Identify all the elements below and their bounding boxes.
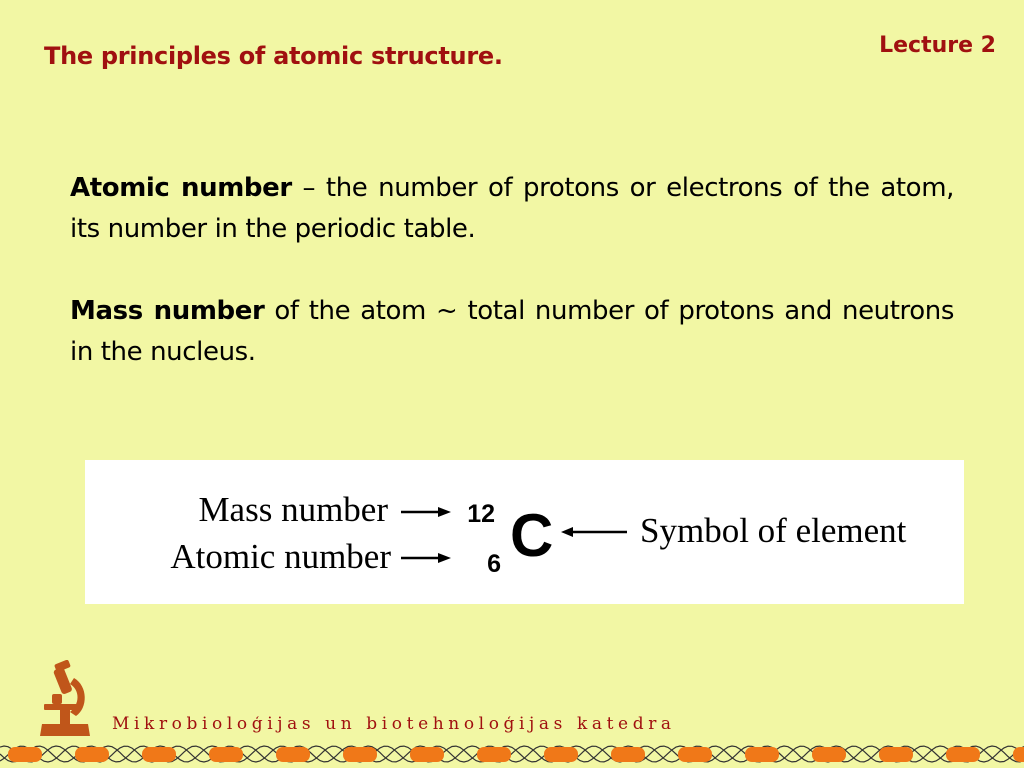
mass-number-term: Mass number <box>70 296 265 326</box>
definitions <box>70 168 954 373</box>
border-bead <box>946 747 980 762</box>
border-bead <box>410 747 444 762</box>
border-bead <box>611 747 645 762</box>
nuclide-notation-diagram <box>85 460 964 604</box>
nuclide-notation-figure <box>85 460 964 604</box>
border-bead <box>209 747 243 762</box>
atomic-number-term: Atomic number <box>70 173 292 203</box>
border-bead <box>678 747 712 762</box>
border-bead <box>812 747 846 762</box>
atomic-arrow <box>401 553 451 563</box>
border-bead <box>142 747 176 762</box>
border-bead <box>276 747 310 762</box>
symbol-of-element-label: Symbol of element <box>640 511 907 550</box>
atomic-number-value: 6 <box>487 550 501 578</box>
atomic-number-definition <box>70 168 954 250</box>
mass-number-value: 12 <box>467 500 495 528</box>
mass-number-text: of the atom ~ total number of protons and neutrons in the nucleus. <box>70 296 954 367</box>
border-bead <box>544 747 578 762</box>
border-bead <box>745 747 779 762</box>
lecture-label: Lecture 2 <box>879 33 996 58</box>
decorative-border <box>0 740 1024 768</box>
border-bead <box>343 747 377 762</box>
mass-number-definition <box>70 291 954 373</box>
atomic-number-label: Atomic number <box>170 537 391 576</box>
border-bead <box>477 747 511 762</box>
mass-arrow <box>401 507 451 517</box>
border-bead <box>1013 747 1024 762</box>
border-bead <box>8 747 42 762</box>
slide-title: The principles of atomic structure. <box>44 42 503 70</box>
element-symbol: C <box>510 502 554 569</box>
border-bead <box>75 747 109 762</box>
microscope-icon <box>38 660 92 738</box>
border-bead <box>879 747 913 762</box>
department-name: Mikrobioloģijas un biotehnoloģijas katedra <box>112 714 676 734</box>
symbol-arrow <box>561 527 627 537</box>
mass-number-label: Mass number <box>198 490 388 529</box>
atomic-number-text: – the number of protons or electrons of the atom, its number in the periodic table. <box>70 173 954 244</box>
